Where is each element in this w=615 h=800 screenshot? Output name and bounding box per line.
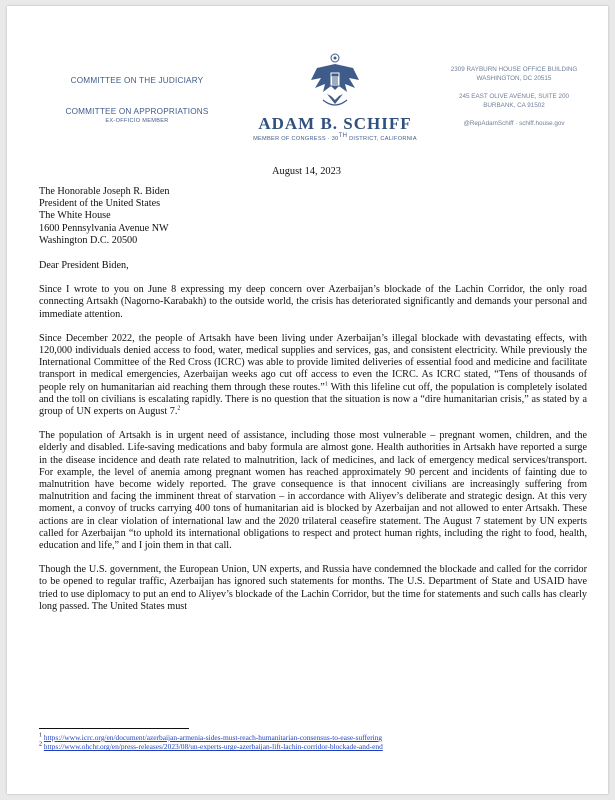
paragraph-4: Though the U.S. government, the European Union, UN experts, and Russia have condemned the blockade and called for the corridor to be opened to regular traffic, Azerbaijan has ignored such statements for months. The U.S. Department of State and USAID have tried to use diplomacy to put an end to Aliyev’s blockade of the Lachin Corridor, but the time for statements and such calls has clearly long passed. The United States must — [39, 564, 587, 612]
footnote-link[interactable]: https://www.ohchr.org/en/press-releases/2023/08/un-experts-urge-azerbaijan-lift-lachin-corridor-blockade-and-end — [43, 742, 383, 752]
house-seal-eagle-icon — [309, 52, 361, 110]
letter-page — [7, 6, 608, 794]
address-line: The White House — [39, 210, 111, 222]
footnotes — [39, 733, 587, 752]
committee-judiciary: COMMITTEE ON THE JUDICIARY — [70, 76, 204, 85]
footnote-link[interactable]: https://www.icrc.org/en/document/azerbaijan-armenia-sides-must-reach-humanitarian-consensus-to-ease-suffering — [43, 733, 383, 742]
address-line: Washington D.C. 20500 — [39, 234, 138, 246]
address-line: The Honorable Joseph R. Biden — [39, 186, 170, 197]
dc-address-line1: 2309 RAYBURN HOUSE OFFICE BUILDING — [450, 66, 578, 73]
member-line-sup: TH — [338, 133, 348, 140]
paragraph-3: The population of Artsakh is in urgent need of assistance, including those most vulnerable – pregnant women, children, and the elderly and disabled. Life-saving medications and baby formula are almost gone. Health authorities in Artsakh have reported a surge in the disease incidence and death rate related to malnutrition, lack of medicines, and lack of emergency medical services/transport. For example, the level of anemia among pregnant women has reached approximately 90 percent and incidents of fainting due to malnutrition have become widely reported. The grave consequence is that innocent civilians are increasingly suffering from malnutrition and facing the imminent threat of starvation – in accordance with Aliyev’s deliberate and strategic design. At this very moment, a convoy of trucks carrying 400 tons of humanitarian aid is blocked by Azerbaijan and not allowed to enter Artsakh. These actions are in clear violation of international law and the 2020 trilateral ceasefire statement. The August 7 statement by UN experts called for Azerbaijan “to uphold its international obligations to respect and protect human rights, including the right to food, health, education and life,” and I join them in that call. — [39, 430, 587, 552]
letterhead-committees — [57, 76, 217, 124]
letter-body — [39, 186, 587, 613]
member-district-line — [219, 133, 451, 142]
contact-handle[interactable]: @RepAdamSchiff · schiff.house.gov — [463, 120, 565, 128]
recipient-address — [39, 186, 587, 247]
address-line: President of the United States — [39, 198, 161, 210]
paragraph-2 — [39, 333, 587, 418]
dc-address-line2: WASHINGTON, DC 20515 — [476, 74, 552, 82]
footnote-ref-2: 2 — [177, 405, 181, 412]
committee-appropriations: COMMITTEE ON APPROPRIATIONS — [65, 107, 209, 116]
letterhead-addresses — [439, 66, 589, 129]
paragraph-2-part-b: With this lifeline cut off, the population is completely isolated and the toll on civilians is escalating rapidly. There is no question that the situation is now a “dire humanitarian crisis,” as stated by a group of UN experts on August 7. — [39, 381, 587, 418]
committee-appropriations-note: EX-OFFICIO MEMBER — [105, 118, 169, 124]
district-address-line1: 245 EAST OLIVE AVENUE, SUITE 200 — [458, 93, 569, 101]
footnote-divider — [39, 728, 189, 729]
member-line-post: DISTRICT, CALIFORNIA — [347, 136, 417, 142]
footnote-1 — [39, 733, 587, 742]
address-line: 1600 Pennsylvania Avenue NW — [39, 222, 169, 234]
member-line-pre: MEMBER OF CONGRESS · 30 — [253, 136, 339, 142]
salutation: Dear President Biden, — [39, 260, 129, 272]
footnote-2 — [39, 742, 587, 751]
footnote-number: 1 — [39, 732, 42, 739]
footnote-ref-1: 1 — [324, 381, 328, 388]
paragraph-1: Since I wrote to you on June 8 expressing my deep concern over Azerbaijan’s blockade of the Lachin Corridor, the only road connecting Artsakh (Nagorno-Karabakh) to the outside world, the crisis has deteriorated significantly and demands your personal and immediate attention. — [39, 284, 587, 320]
district-address-line2: BURBANK, CA 91502 — [483, 101, 545, 109]
member-name: ADAM B. SCHIFF — [258, 114, 412, 133]
footnote-number: 2 — [39, 741, 42, 748]
paragraph-2-part-a: Since December 2022, the people of Artsakh have been living under Azerbaijan’s illegal blockade with devastating effects, with 120,000 individuals denied access to food, water, medical supplies and services, gas, and consistent electricity. While previously the International Committee of the Red Cross (ICRC) was able to provide limited deliveries of essential food and medicine and facilitate transport in medical emergencies, Azerbaijan weeks ago cut off access to even the ICRC. As ICRC stated, “Tens of thousands of people rely on humanitarian aid reaching them through these routes.” — [39, 332, 587, 393]
letter-date: August 14, 2023 — [272, 166, 341, 177]
